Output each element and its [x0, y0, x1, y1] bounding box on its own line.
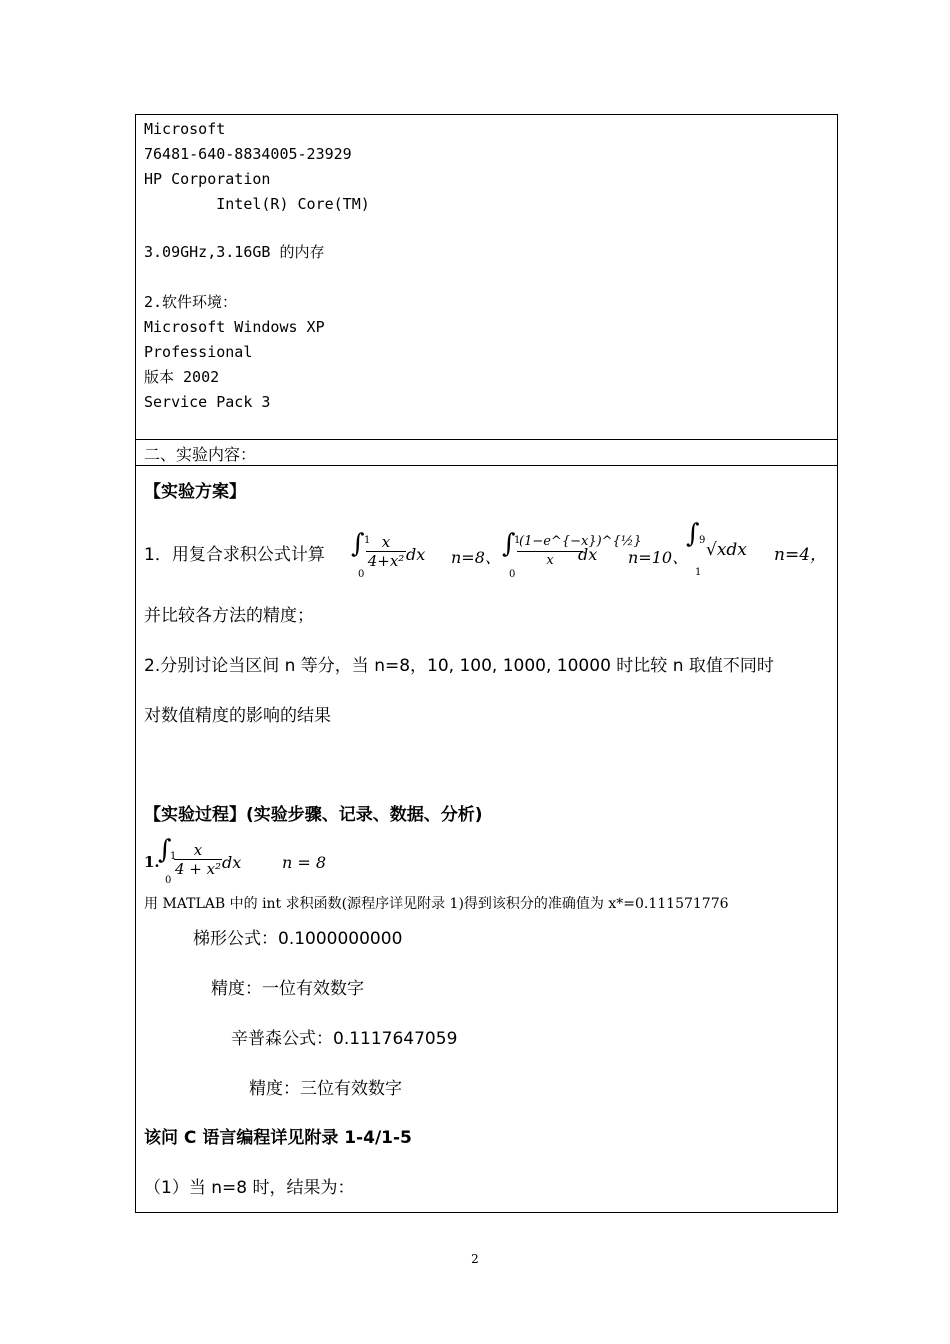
plan-item2-line2: 对数值精度的影响的结果	[144, 706, 331, 726]
trapezoid-result: 梯形公式：0.1000000000	[193, 929, 403, 949]
page-number: 2	[471, 1252, 479, 1266]
plan-heading: 【实验方案】	[144, 482, 246, 502]
trapezoid-accuracy: 精度：一位有效数字	[211, 979, 364, 999]
env-line: Microsoft	[144, 120, 226, 138]
row-divider	[136, 439, 837, 440]
env-line: Professional	[144, 343, 253, 361]
c-code-note: 该问 C 语言编程详见附录 1-4/1-5	[144, 1128, 412, 1148]
simpson-accuracy: 精度：三位有效数字	[249, 1079, 402, 1099]
env-line: Intel(R) Core(TM)	[144, 195, 370, 213]
env-line: HP Corporation	[144, 170, 271, 188]
matlab-result-line: 用 MATLAB 中的 int 求积函数(源程序详见附录 1)得到该积分的准确值为 x*=0.111571776	[144, 896, 729, 912]
case1-line: （1）当 n=8 时，结果为：	[144, 1178, 355, 1198]
plan-item1-prefix: 1．用复合求积公式计算	[144, 545, 325, 565]
section-header: 二、实验内容：	[144, 445, 257, 464]
simpson-result: 辛普森公式：0.1117647059	[231, 1029, 458, 1049]
plan-item1-cont: 并比较各方法的精度；	[144, 606, 314, 626]
document-table: Microsoft 76481-640-8834005-23929 HP Corporation Intel(R) Core(TM) 3.09GHz,3.16GB 的内存 2.软件环境： Microsoft Windows XP Professional 版本 2002 Service Pack 3 二、实验内容： 【实验方案】 1．用复合求积公式计算 ∫ 1 0 $\frac{x}{\text{4+x²}}$ dx n=8、 ∫ 1 0 $\frac{\text{(1−e\textasciicircum{}\{−x\})\textasciicircum{}\{½\}}}{x}$ dx n=10、 ∫ 9 1 √xdx n=4， 并比较各方法的精度； 2.分别讨论当区间 n 等分，当 n=8，10, 100, 1000, 10000 时比较 n 取值不同时 对数值精度的影响的结果 【实验过程】(实验步骤、记录、数据、分析) 1. ∫ 1 0 $\frac{x}{\text{4 + x²}}$ dx n = 8 用 MATLAB 中的 int 求积函数(源程序详见附录 1)得到该积分的准确值为 x*=0.111571776 梯形公式：0.1000000000 精度：一位有效数字 辛普森公式：0.1117647059 精度：三位有效数字 该问 C 语言编程详见附录 1-4/1-5 （1）当 n=8 时，结果为：	[135, 114, 838, 1213]
env-line: Microsoft Windows XP	[144, 318, 325, 336]
env-line: 2.软件环境：	[144, 293, 238, 311]
process-heading: 【实验过程】(实验步骤、记录、数据、分析)	[144, 805, 483, 825]
env-line: 版本 2002	[144, 368, 220, 386]
row-divider	[136, 465, 837, 466]
env-line: Service Pack 3	[144, 393, 271, 411]
env-line: 76481-640-8834005-23929	[144, 145, 352, 163]
plan-item2-line1: 2.分别讨论当区间 n 等分，当 n=8，10, 100, 1000, 10000 时比较 n 取值不同时	[144, 656, 774, 676]
env-line: 3.09GHz,3.16GB 的内存	[144, 243, 325, 261]
